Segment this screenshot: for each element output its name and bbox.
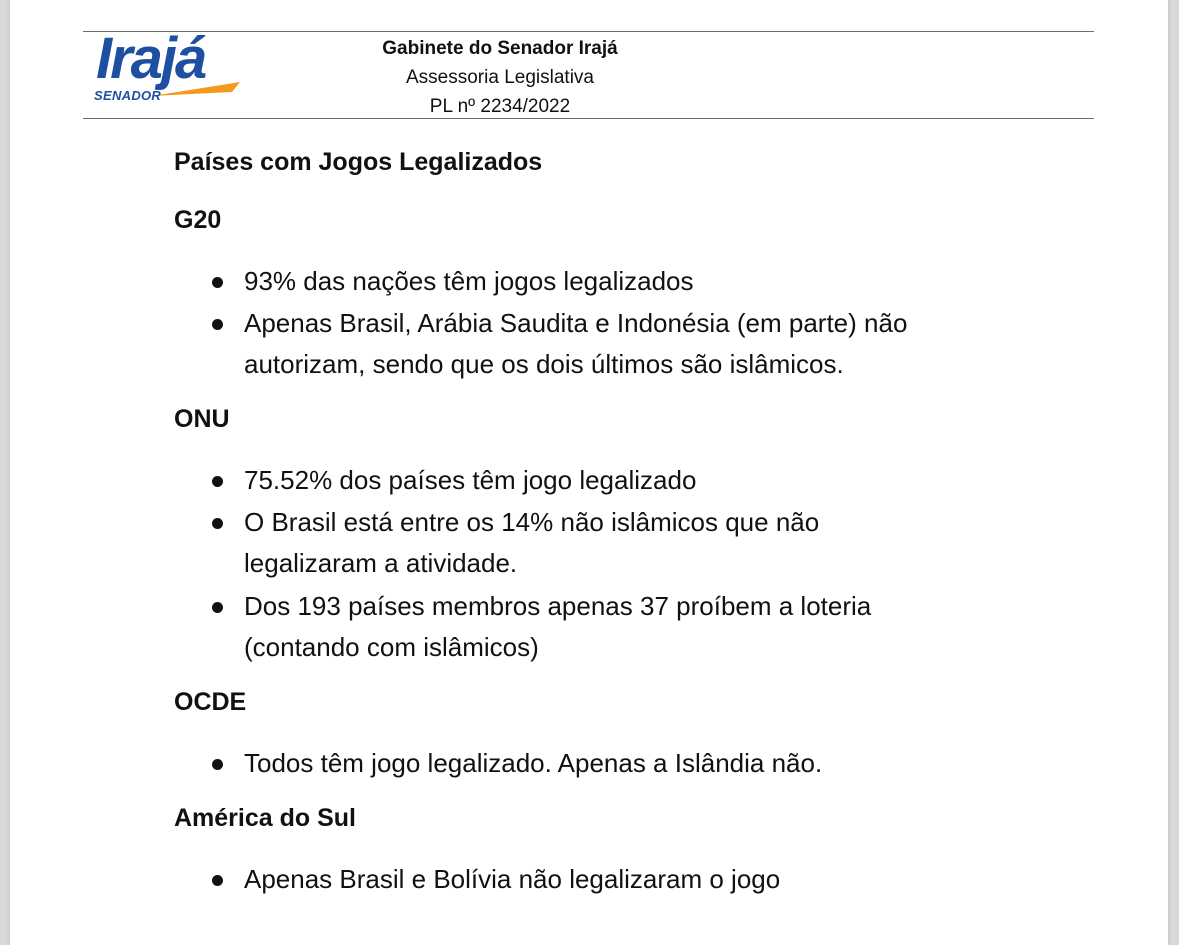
bullet-icon <box>212 277 223 288</box>
list-item-text: Todos têm jogo legalizado. Apenas a Islândia não. <box>244 748 823 778</box>
list-item-text: Apenas Brasil, Arábia Saudita e Indonésia (em parte) não <box>244 308 908 338</box>
section-heading: América do Sul <box>174 804 356 832</box>
bullet-icon <box>212 759 223 770</box>
bullet-icon <box>212 518 223 529</box>
senator-logo <box>92 26 242 112</box>
list-item-text: 93% das nações têm jogos legalizados <box>244 266 694 296</box>
document-page <box>10 0 1168 945</box>
bill-number: PL nº 2234/2022 <box>429 96 571 117</box>
header-top-rule <box>83 31 1094 32</box>
list-item-text: autorizam, sendo que os dois últimos são islâmicos. <box>244 349 844 379</box>
bullet-icon <box>212 875 223 886</box>
bullet-icon <box>212 476 223 487</box>
bullet-icon <box>212 602 223 613</box>
list-item-text: legalizaram a atividade. <box>244 548 518 578</box>
section-heading: G20 <box>174 206 222 234</box>
list-item-text: O Brasil está entre os 14% não islâmicos que não <box>244 507 820 537</box>
header-bottom-rule <box>83 118 1094 119</box>
header-text-block <box>300 34 700 121</box>
list-item-text: 75.52% dos países têm jogo legalizado <box>244 465 697 495</box>
logo-subtext: SENADOR <box>94 88 162 103</box>
logo-text: Irajá <box>96 26 206 91</box>
list-item-text: Dos 193 países membros apenas 37 proíbem a loteria <box>244 591 872 621</box>
document-title: Países com Jogos Legalizados <box>174 148 543 176</box>
list-item-text: (contando com islâmicos) <box>244 632 539 662</box>
list-item-text: Apenas Brasil e Bolívia não legalizaram o jogo <box>244 864 781 894</box>
section-heading: OCDE <box>174 688 247 716</box>
section-heading: ONU <box>174 405 230 433</box>
office-name: Gabinete do Senador Irajá <box>382 38 618 59</box>
bullet-icon <box>212 319 223 330</box>
department-name: Assessoria Legislativa <box>406 67 594 88</box>
